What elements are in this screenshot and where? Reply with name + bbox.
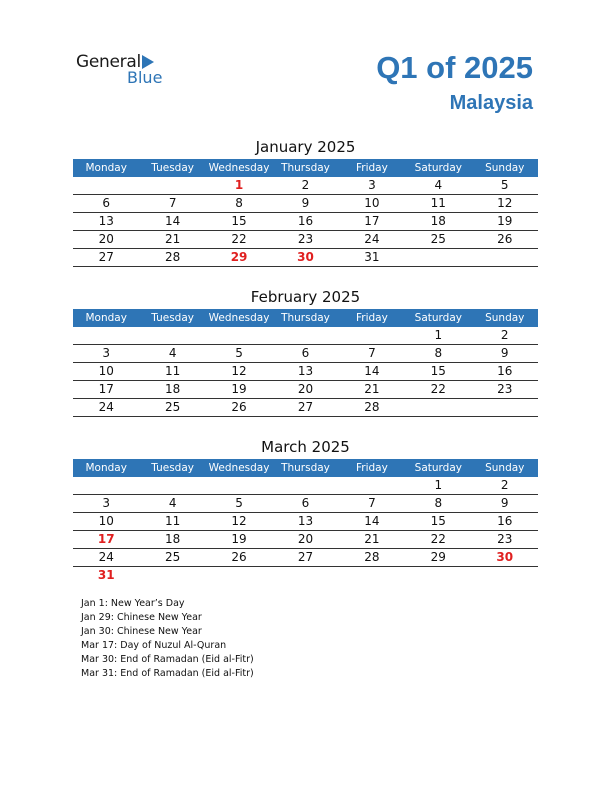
day-cell: 1 bbox=[434, 328, 443, 342]
week-row bbox=[73, 531, 538, 549]
day-cell bbox=[139, 477, 205, 494]
day-cell: 23 bbox=[497, 382, 513, 396]
month-title: January 2025 bbox=[255, 138, 356, 156]
day-cell: 17 bbox=[98, 382, 114, 396]
week-row bbox=[73, 327, 538, 345]
weekday-label: Saturday bbox=[414, 162, 462, 174]
day-cell: 13 bbox=[297, 364, 314, 378]
weekday-label: Friday bbox=[355, 462, 388, 474]
day-cell: 21 bbox=[164, 232, 181, 246]
day-cell: 14 bbox=[364, 364, 380, 378]
holiday-note: Jan 30: Chinese New Year bbox=[81, 626, 202, 637]
month-calendar-february bbox=[73, 286, 538, 417]
month-calendar-january bbox=[73, 136, 538, 267]
week-row bbox=[73, 249, 538, 267]
logo-word-blue: Blue bbox=[127, 68, 163, 87]
week-row bbox=[73, 213, 538, 231]
day-cell bbox=[405, 567, 471, 584]
week-row bbox=[73, 231, 538, 249]
holiday-note: Mar 30: End of Ramadan (Eid al-Fitr) bbox=[81, 654, 254, 665]
day-cell: 20 bbox=[98, 232, 114, 246]
week-row bbox=[73, 195, 538, 213]
day-cell bbox=[206, 567, 272, 584]
day-cell: 11 bbox=[164, 514, 181, 528]
day-cell: 2 bbox=[500, 328, 509, 342]
weekday-label: Sunday bbox=[485, 462, 525, 474]
day-cell: 21 bbox=[364, 532, 380, 546]
day-cell: 12 bbox=[497, 196, 513, 210]
weekday-label: Friday bbox=[355, 312, 388, 324]
day-cell: 12 bbox=[231, 514, 247, 528]
weekday-header bbox=[73, 159, 538, 177]
logo-word-general: General bbox=[76, 52, 141, 72]
week-row bbox=[73, 177, 538, 195]
day-cell: 27 bbox=[98, 250, 114, 264]
day-cell: 26 bbox=[231, 400, 247, 414]
day-cell: 13 bbox=[297, 514, 314, 528]
day-cell bbox=[272, 477, 338, 494]
week-row bbox=[73, 495, 538, 513]
day-cell bbox=[339, 567, 405, 584]
week-row bbox=[73, 345, 538, 363]
day-cell: 11 bbox=[430, 196, 446, 210]
weekday-label: Wednesday bbox=[208, 162, 270, 174]
day-cell: 4 bbox=[168, 346, 177, 360]
day-cell: 10 bbox=[364, 196, 380, 210]
day-cell: 11 bbox=[164, 364, 181, 378]
weekday-label: Tuesday bbox=[151, 162, 194, 174]
day-cell: 7 bbox=[168, 196, 177, 210]
day-cell: 4 bbox=[168, 496, 177, 510]
day-cell bbox=[272, 567, 338, 584]
weekday-label: Wednesday bbox=[208, 462, 270, 474]
month-title: March 2025 bbox=[261, 438, 350, 456]
week-row bbox=[73, 477, 538, 495]
day-cell: 24 bbox=[98, 400, 114, 414]
day-cell: 28 bbox=[364, 400, 380, 414]
day-cell: 17 bbox=[364, 214, 380, 228]
day-cell bbox=[272, 327, 338, 344]
week-row bbox=[73, 363, 538, 381]
day-cell: 4 bbox=[434, 178, 443, 192]
week-row bbox=[73, 399, 538, 417]
day-cell bbox=[73, 327, 139, 344]
holiday-notes bbox=[81, 597, 254, 681]
day-cell: 31 bbox=[364, 250, 380, 264]
logo-flag-icon bbox=[142, 55, 154, 69]
weekday-header bbox=[73, 309, 538, 327]
weekday-label: Monday bbox=[85, 312, 127, 324]
month-title: February 2025 bbox=[250, 288, 361, 306]
day-cell: 20 bbox=[297, 382, 314, 396]
day-cell: 10 bbox=[98, 514, 114, 528]
day-cell: 25 bbox=[164, 400, 181, 414]
day-cell: 25 bbox=[164, 550, 181, 564]
day-cell bbox=[139, 567, 205, 584]
day-cell: 1 bbox=[234, 178, 244, 192]
day-cell bbox=[206, 327, 272, 344]
day-cell: 14 bbox=[364, 514, 380, 528]
day-cell: 30 bbox=[297, 250, 314, 264]
day-cell: 5 bbox=[500, 178, 509, 192]
day-cell bbox=[339, 477, 405, 494]
day-cell bbox=[139, 177, 205, 194]
weekday-label: Tuesday bbox=[151, 312, 194, 324]
country-name: Malaysia bbox=[449, 92, 533, 114]
day-cell bbox=[339, 327, 405, 344]
day-cell bbox=[472, 399, 538, 416]
day-cell bbox=[472, 249, 538, 266]
holiday-note: Jan 29: Chinese New Year bbox=[81, 612, 202, 623]
day-cell: 18 bbox=[164, 382, 181, 396]
day-cell: 18 bbox=[164, 532, 181, 546]
day-cell: 23 bbox=[297, 232, 314, 246]
day-cell: 3 bbox=[102, 496, 111, 510]
day-cell: 9 bbox=[500, 496, 509, 510]
weekday-header bbox=[73, 459, 538, 477]
day-cell: 6 bbox=[102, 196, 111, 210]
weekday-label: Wednesday bbox=[208, 312, 270, 324]
day-cell: 7 bbox=[368, 346, 376, 360]
day-cell: 15 bbox=[430, 364, 446, 378]
day-cell: 9 bbox=[301, 196, 310, 210]
holiday-note: Mar 17: Day of Nuzul Al-Quran bbox=[81, 640, 227, 651]
day-cell: 16 bbox=[497, 364, 513, 378]
day-cell: 3 bbox=[368, 178, 376, 192]
holiday-note: Mar 31: End of Ramadan (Eid al-Fitr) bbox=[81, 668, 254, 679]
day-cell: 29 bbox=[230, 250, 248, 264]
day-cell: 22 bbox=[430, 382, 446, 396]
day-cell: 25 bbox=[430, 232, 446, 246]
day-cell: 21 bbox=[364, 382, 380, 396]
day-cell: 3 bbox=[102, 346, 111, 360]
day-cell: 18 bbox=[430, 214, 446, 228]
day-cell: 27 bbox=[297, 550, 314, 564]
weekday-label: Thursday bbox=[281, 162, 330, 174]
day-cell: 8 bbox=[434, 496, 443, 510]
day-cell: 8 bbox=[434, 346, 443, 360]
day-cell: 2 bbox=[301, 178, 310, 192]
day-cell bbox=[73, 477, 139, 494]
day-cell: 10 bbox=[98, 364, 114, 378]
weekday-label: Thursday bbox=[281, 462, 330, 474]
day-cell: 9 bbox=[500, 346, 509, 360]
day-cell: 23 bbox=[497, 532, 513, 546]
day-cell: 20 bbox=[297, 532, 314, 546]
holiday-note: Jan 1: New Year’s Day bbox=[81, 598, 185, 609]
day-cell bbox=[73, 177, 139, 194]
day-cell: 13 bbox=[98, 214, 114, 228]
day-cell bbox=[206, 477, 272, 494]
week-row bbox=[73, 381, 538, 399]
day-cell: 6 bbox=[301, 346, 310, 360]
day-cell: 15 bbox=[430, 514, 446, 528]
day-cell: 30 bbox=[496, 550, 514, 564]
generalblue-logo bbox=[76, 52, 186, 88]
day-cell: 29 bbox=[430, 550, 446, 564]
weekday-label: Saturday bbox=[414, 462, 462, 474]
day-cell: 22 bbox=[231, 232, 247, 246]
day-cell bbox=[472, 567, 538, 584]
day-cell: 26 bbox=[231, 550, 247, 564]
day-cell: 26 bbox=[497, 232, 513, 246]
day-cell: 12 bbox=[231, 364, 247, 378]
day-cell: 28 bbox=[164, 250, 181, 264]
weekday-label: Monday bbox=[85, 162, 127, 174]
weekday-label: Saturday bbox=[414, 312, 462, 324]
day-cell: 28 bbox=[364, 550, 380, 564]
month-calendar-march bbox=[73, 436, 538, 584]
day-cell: 5 bbox=[235, 496, 243, 510]
day-cell: 1 bbox=[434, 478, 443, 492]
day-cell: 8 bbox=[235, 196, 243, 210]
weekday-label: Sunday bbox=[485, 162, 525, 174]
quarter-title: Q1 of 2025 bbox=[376, 50, 533, 85]
day-cell: 15 bbox=[231, 214, 247, 228]
weekday-label: Thursday bbox=[281, 312, 330, 324]
day-cell: 24 bbox=[98, 550, 114, 564]
day-cell: 17 bbox=[97, 532, 115, 546]
day-cell: 19 bbox=[231, 382, 247, 396]
day-cell: 7 bbox=[368, 496, 376, 510]
day-cell: 6 bbox=[301, 496, 310, 510]
day-cell bbox=[405, 249, 471, 266]
day-cell bbox=[139, 327, 205, 344]
day-cell: 19 bbox=[497, 214, 513, 228]
day-cell: 5 bbox=[235, 346, 243, 360]
day-cell: 24 bbox=[364, 232, 380, 246]
week-row bbox=[73, 549, 538, 567]
weekday-label: Sunday bbox=[485, 312, 525, 324]
day-cell: 27 bbox=[297, 400, 314, 414]
weekday-label: Tuesday bbox=[151, 462, 194, 474]
day-cell: 14 bbox=[164, 214, 181, 228]
weekday-label: Monday bbox=[85, 462, 127, 474]
day-cell: 19 bbox=[231, 532, 247, 546]
day-cell: 22 bbox=[430, 532, 446, 546]
week-row bbox=[73, 513, 538, 531]
day-cell: 16 bbox=[497, 514, 513, 528]
day-cell: 2 bbox=[500, 478, 509, 492]
day-cell bbox=[405, 399, 471, 416]
day-cell: 31 bbox=[97, 568, 115, 582]
day-cell: 16 bbox=[297, 214, 314, 228]
weekday-label: Friday bbox=[355, 162, 388, 174]
week-row bbox=[73, 567, 538, 584]
